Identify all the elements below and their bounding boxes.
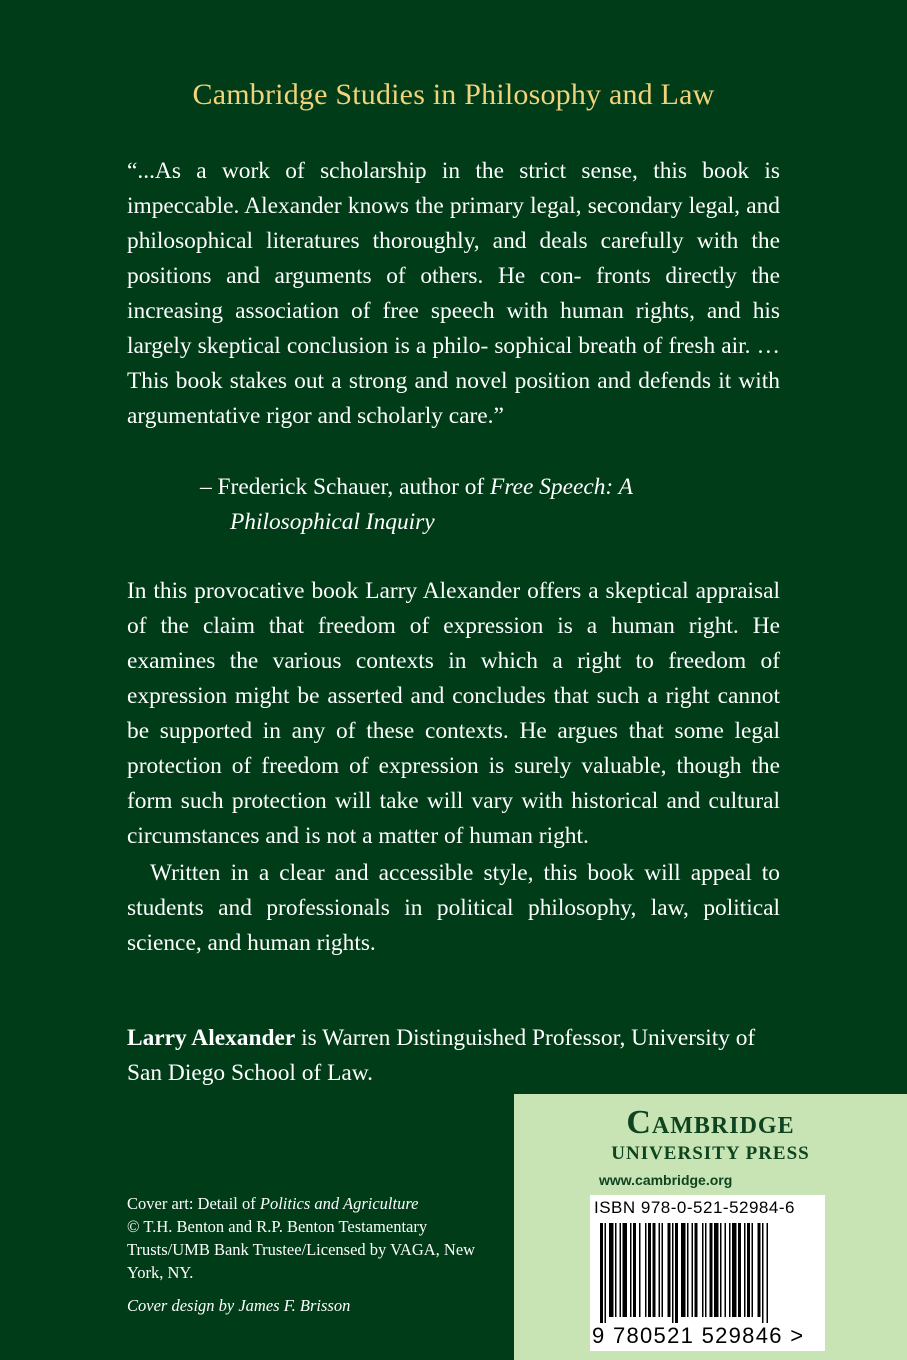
barcode-bar xyxy=(758,1223,761,1317)
barcode-bar xyxy=(633,1223,636,1317)
barcode-bar xyxy=(695,1223,698,1317)
publisher-name: Cambridge xyxy=(626,1104,795,1141)
barcode-bar xyxy=(648,1223,651,1317)
attribution-work-title: Free Speech: A xyxy=(490,474,633,500)
barcode-bar xyxy=(710,1223,713,1317)
cover-art-rights: © T.H. Benton and R.P. Benton Testamentary Trusts/UMB Bank Trustee/Licensed by VAGA, New York, NY. xyxy=(127,1217,476,1282)
barcode-bar xyxy=(600,1223,603,1323)
isbn-label: ISBN 978-0-521-52984-6 xyxy=(594,1198,795,1217)
barcode-bar xyxy=(705,1223,707,1317)
attribution-line-1 xyxy=(200,470,760,505)
author-bio-text: is Warren Distinguished Professor, University of San Diego School of Law. xyxy=(127,1025,756,1086)
author-name: Larry Alexander xyxy=(127,1025,296,1051)
barcode-bar xyxy=(738,1223,741,1317)
series-title: Cambridge Studies in Philosophy and Law xyxy=(192,78,715,111)
book-description xyxy=(127,574,780,961)
cover-artwork-title: Politics and Agriculture xyxy=(259,1194,419,1213)
barcode-bar xyxy=(762,1223,764,1323)
publisher-box xyxy=(514,1094,907,1360)
cover-art-credit xyxy=(127,1192,487,1284)
barcode-bar xyxy=(732,1223,737,1317)
barcode-bar xyxy=(714,1223,719,1317)
barcode-bar xyxy=(767,1223,769,1323)
barcode-bar xyxy=(609,1223,614,1317)
barcode-bar xyxy=(639,1223,641,1317)
barcode-bar xyxy=(623,1223,628,1317)
barcode-digits: 9 780521 529846 > xyxy=(592,1323,805,1348)
barcode-block xyxy=(590,1195,825,1351)
attribution-work-title-continued: Philosophical Inquiry xyxy=(230,509,435,535)
barcode-bar xyxy=(662,1223,664,1317)
cover-design-credit: Cover design by James F. Brisson xyxy=(127,1296,351,1315)
barcode-image xyxy=(596,1223,820,1323)
barcode-bar xyxy=(672,1223,674,1323)
publisher-subtitle: UNIVERSITY PRESS xyxy=(611,1143,810,1164)
barcode-bar xyxy=(747,1223,750,1317)
barcode-bar xyxy=(720,1223,722,1317)
barcode-bar xyxy=(630,1223,632,1317)
barcode-bar xyxy=(681,1223,686,1317)
barcode-bar xyxy=(752,1223,754,1317)
barcode-bar xyxy=(729,1223,731,1317)
barcode-bar xyxy=(620,1223,622,1317)
cover-art-prefix: Cover art: Detail of xyxy=(127,1194,260,1213)
description-paragraph-1: In this provocative book Larry Alexander offers a skeptical appraisal of the claim that freedom of expression is a human right. He examines the various contexts in which a right to freedom of expression might be asserted and concludes that such a right cannot be supported in any of these contexts. He argues that some legal protection of freedom of expression is surely valuable, though the form such protection will take will vary with historical and cultural circumstances and is not a matter of human right. xyxy=(127,578,780,849)
barcode-bar xyxy=(645,1223,647,1317)
barcode-bar xyxy=(605,1223,607,1323)
barcode-bar xyxy=(675,1223,678,1323)
barcode-bar xyxy=(702,1223,704,1317)
description-paragraph-2: Written in a clear and accessible style, this book will appeal to students and professionals in political philosophy, law, political science, and human rights. xyxy=(127,860,780,956)
attribution-prefix: – Frederick Schauer, author of xyxy=(200,474,491,500)
barcode-bar xyxy=(692,1223,694,1317)
barcode-bar xyxy=(725,1223,727,1317)
barcode-bar xyxy=(668,1223,671,1317)
quote-attribution xyxy=(200,470,760,540)
barcode-bar xyxy=(615,1223,617,1317)
barcode-bar xyxy=(744,1223,746,1317)
author-bio xyxy=(127,1021,780,1091)
barcode-bar xyxy=(653,1223,656,1317)
publisher-website: www.cambridge.org xyxy=(599,1172,733,1188)
barcode-bar xyxy=(659,1223,661,1317)
barcode-bar xyxy=(687,1223,689,1317)
review-quote: “...As a work of scholarship in the strict sense, this book is impeccable. Alexander knows the primary legal, secondary legal, and philosophical literatures thoroughly, and deals carefully with the positions and arguments of others. He con- fronts directly the increasing association of free speech with human rights, and his largely skeptical conclusion is a philo- sophical breath of fresh air. … This book stakes out a strong and novel position and defends it with argumentative rigor and scholarly care.” xyxy=(127,158,780,429)
